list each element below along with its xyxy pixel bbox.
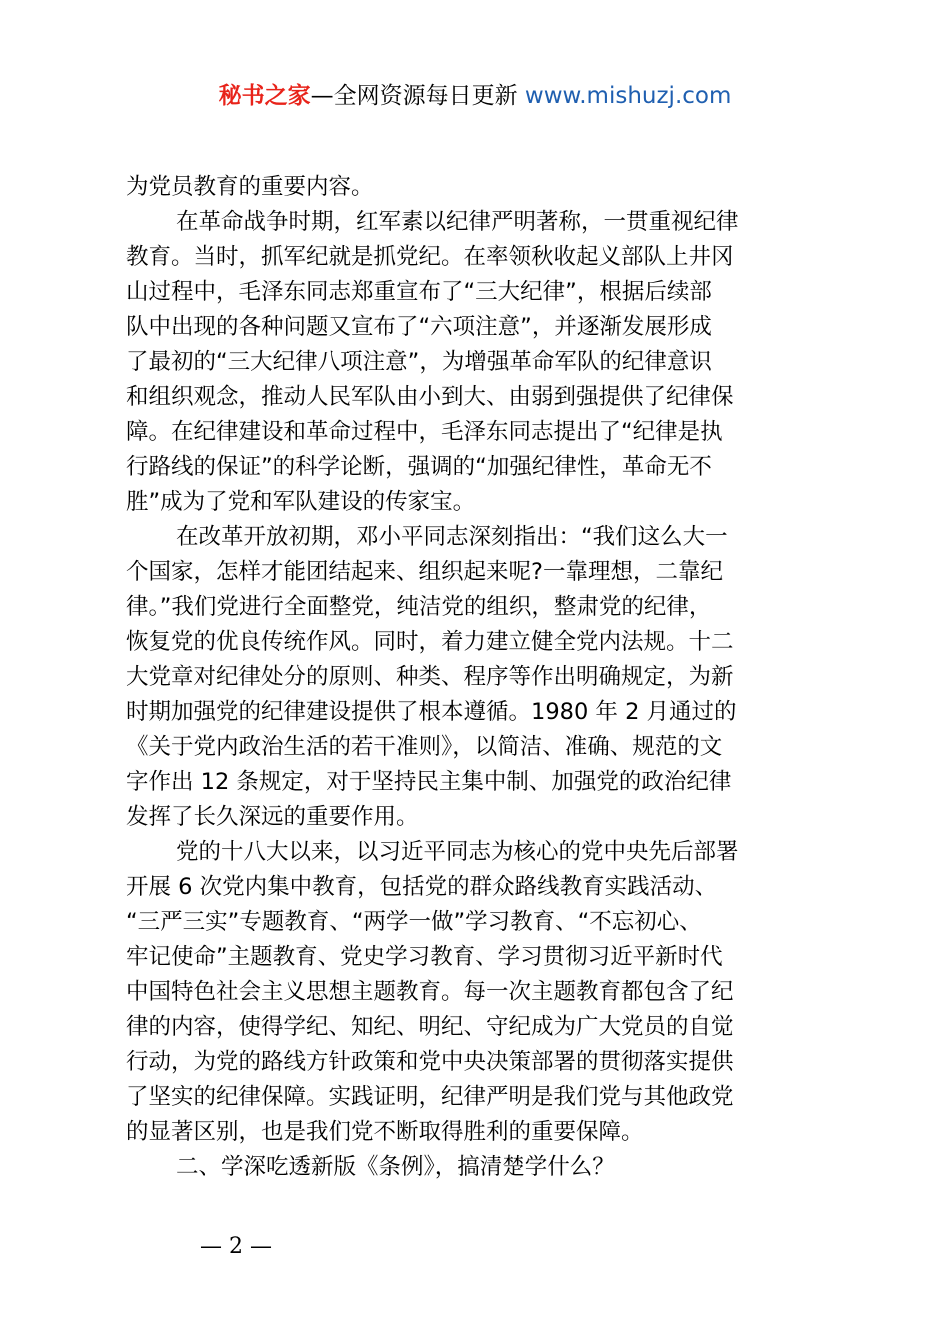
text-line: 时期加强党的纪律建设提供了根本遵循。1980 年 2 月通过的 <box>126 699 737 725</box>
text-line: 发挥了长久深远的重要作用。 <box>126 804 419 830</box>
text-line: 了最初的“三大纪律八项注意”，为增强革命军队的纪律意识 <box>126 349 712 375</box>
text-line: 了坚实的纪律保障。实践证明，纪律严明是我们党与其他政党 <box>126 1084 734 1110</box>
document-body <box>126 170 836 1185</box>
paragraph-start-line: 在改革开放初期，邓小平同志深刻指出：“我们这么大一 <box>176 524 728 550</box>
text-line: 《关于党内政治生活的若干准则》，以简洁、准确、规范的文 <box>126 734 723 760</box>
site-tagline: —全网资源每日更新 <box>310 83 525 109</box>
section-heading: 二、学深吃透新版《条例》，搞清楚学什么？ <box>176 1154 615 1180</box>
text-line: 牢记使命”主题教育、党史学习教育、学习贯彻习近平新时代 <box>126 944 723 970</box>
text-line: 的显著区别，也是我们党不断取得胜利的重要保障。 <box>126 1119 644 1145</box>
text-line: 个国家，怎样才能团结起来、组织起来呢?一靠理想，二靠纪 <box>126 559 723 585</box>
text-line: 字作出 12 条规定，对于坚持民主集中制、加强党的政治纪律 <box>126 769 732 795</box>
text-line: 山过程中，毛泽东同志郑重宣布了“三大纪律”，根据后续部 <box>126 279 712 305</box>
text-line: 开展 6 次党内集中教育，包括党的群众路线教育实践活动、 <box>126 874 718 900</box>
text-line: 大党章对纪律处分的原则、种类、程序等作出明确规定，为新 <box>126 664 734 690</box>
text-line: 律。”我们党进行全面整党，纯洁党的组织，整肃党的纪律， <box>126 594 712 620</box>
text-line: 障。在纪律建设和革命过程中，毛泽东同志提出了“纪律是执 <box>126 419 723 445</box>
text-line: 胜”成为了党和军队建设的传家宝。 <box>126 489 476 515</box>
text-line: 律的内容，使得学纪、知纪、明纪、守纪成为广大党员的自觉 <box>126 1014 734 1040</box>
text-line: 恢复党的优良传统作风。同时，着力建立健全党内法规。十二 <box>126 629 734 655</box>
paragraph-start-line: 党的十八大以来，以习近平同志为核心的党中央先后部署 <box>176 839 739 865</box>
text-line: 队中出现的各种问题又宣布了“六项注意”，并逐渐发展形成 <box>126 314 712 340</box>
text-line: 教育。当时，抓军纪就是抓党纪。在率领秋收起义部队上井冈 <box>126 244 734 270</box>
text-line: 和组织观念，推动人民军队由小到大、由弱到强提供了纪律保 <box>126 384 734 410</box>
site-url-link[interactable]: www.mishuzj.com <box>524 83 732 109</box>
text-line: 行动，为党的路线方针政策和党中央决策部署的贯彻落实提供 <box>126 1049 734 1075</box>
site-brand: 秘书之家 <box>218 83 311 109</box>
site-header <box>0 80 950 112</box>
text-line: “三严三实”专题教育、“两学一做”学习教育、“不忘初心、 <box>126 909 702 935</box>
text-line: 为党员教育的重要内容。 <box>126 174 374 200</box>
text-line: 行路线的保证”的科学论断，强调的“加强纪律性，革命无不 <box>126 454 712 480</box>
paragraph-start-line: 在革命战争时期，红军素以纪律严明著称，一贯重视纪律 <box>176 209 739 235</box>
page-number: — 2 — <box>200 1234 272 1259</box>
text-line: 中国特色社会主义思想主题教育。每一次主题教育都包含了纪 <box>126 979 734 1005</box>
